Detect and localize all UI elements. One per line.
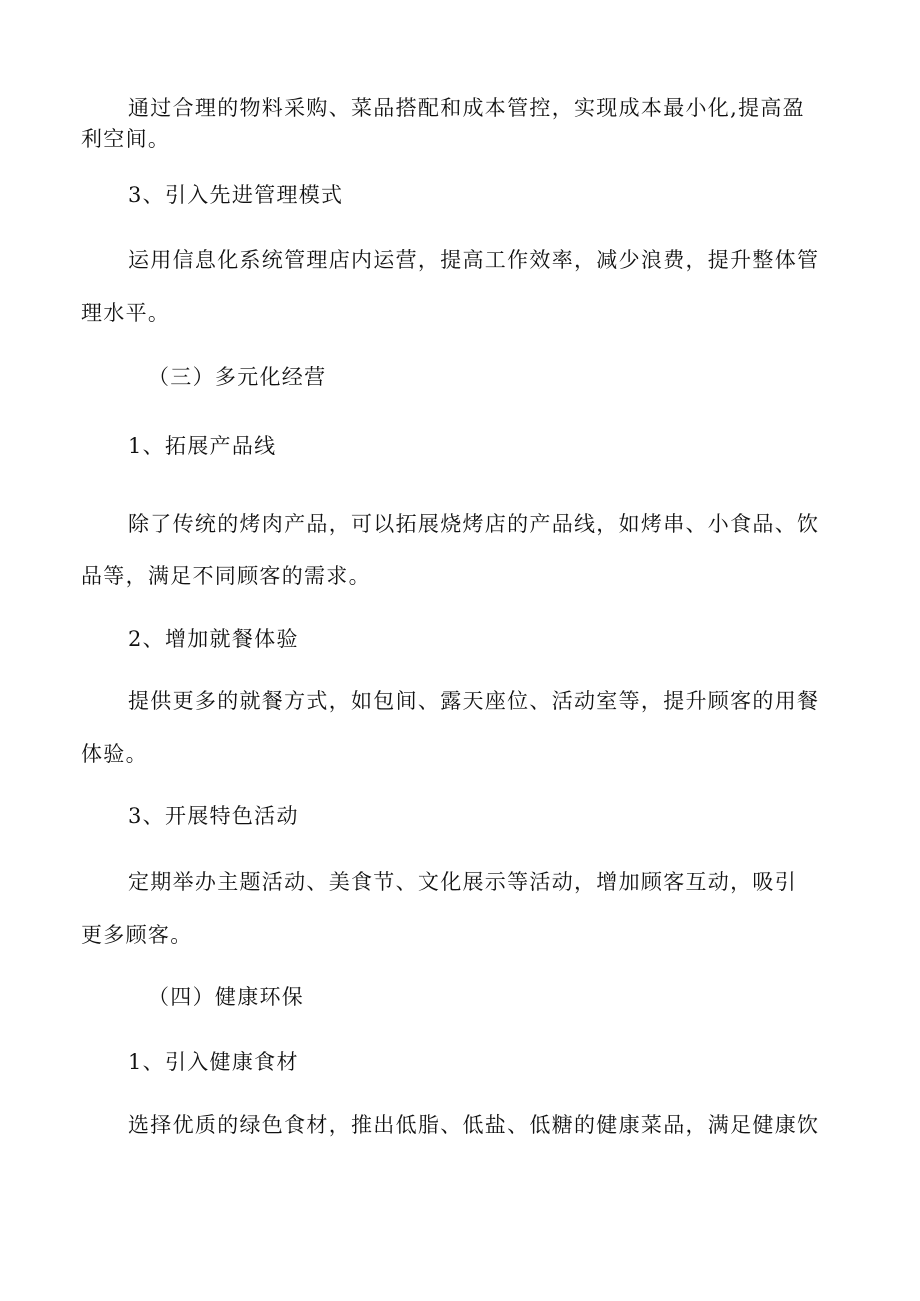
section-heading: 2、增加就餐体验 bbox=[128, 627, 299, 651]
paragraph-line: 更多顾客。 bbox=[81, 923, 193, 947]
paragraph-line: 理水平。 bbox=[81, 301, 171, 325]
section-heading: 1、引入健康食材 bbox=[128, 1050, 299, 1074]
paragraph-line: 体验。 bbox=[81, 742, 148, 766]
chapter-heading: （四）健康环保 bbox=[148, 985, 305, 1009]
paragraph-line: 品等，满足不同顾客的需求。 bbox=[81, 564, 371, 588]
paragraph-line: 通过合理的物料采购、菜品搭配和成本管控，实现成本最小化,提高盈 bbox=[128, 96, 805, 120]
section-heading: 1、拓展产品线 bbox=[128, 434, 277, 458]
paragraph-line: 定期举办主题活动、美食节、文化展示等活动，增加顾客互动，吸引 bbox=[128, 870, 797, 894]
chapter-heading: （三）多元化经营 bbox=[148, 365, 327, 389]
section-heading: 3、引入先进管理模式 bbox=[128, 183, 344, 207]
paragraph-line: 除了传统的烤肉产品，可以拓展烧烤店的产品线，如烤串、小食品、饮 bbox=[128, 512, 820, 536]
paragraph-line: 提供更多的就餐方式，如包间、露天座位、活动室等，提升顾客的用餐 bbox=[128, 689, 820, 713]
section-heading: 3、开展特色活动 bbox=[128, 804, 299, 828]
paragraph-line: 运用信息化系统管理店内运营，提高工作效率，减少浪费，提升整体管 bbox=[128, 248, 820, 272]
paragraph-line: 选择优质的绿色食材，推出低脂、低盐、低糖的健康菜品，满足健康饮 bbox=[128, 1113, 820, 1137]
paragraph-line: 利空间。 bbox=[81, 127, 171, 151]
